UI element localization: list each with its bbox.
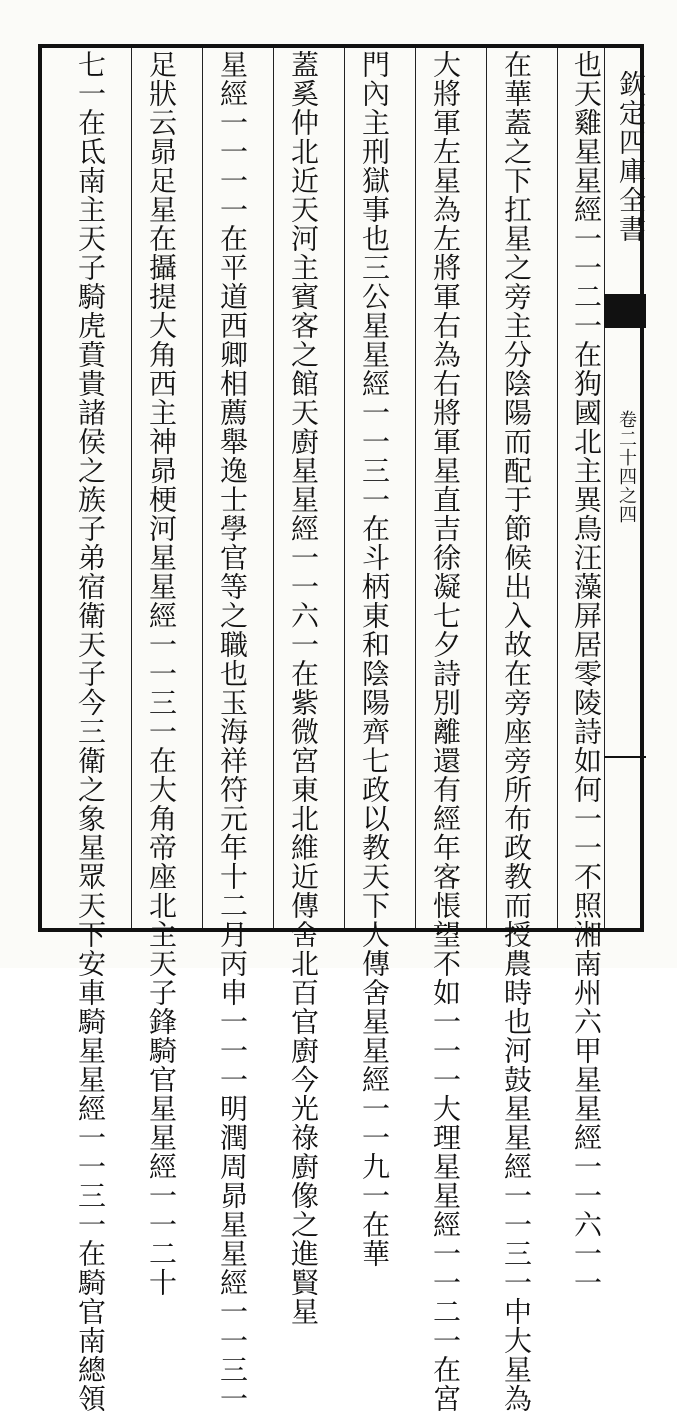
text-column-2: 在華蓋之下扛星之旁主分陰陽而配于節候出入故在旁座旁所布政教而授農時也河鼓星星經一一三一中大星為	[500, 50, 533, 1413]
page-frame	[38, 44, 644, 932]
column-rule	[415, 48, 416, 928]
column-rule	[273, 48, 274, 928]
text-column-4: 門內主刑獄事也三公星星經一一三一在斗柄東和陰陽齊七政以教天下人傳舍星星經一一九一在華	[358, 50, 391, 1268]
column-rule	[131, 48, 132, 928]
column-rule	[202, 48, 203, 928]
book-title: 欽定四庫全書	[614, 70, 645, 244]
text-column-6: 星經一一一一在平道西卿相薦舉逸士學官等之職也玉海祥符元年十二月丙申一一一明潤周昴星星經一一三一	[216, 50, 249, 1413]
column-rule	[557, 48, 558, 928]
text-column-3: 大將軍左星為左將軍右為右將軍星直吉徐凝七夕詩別離還有經年客悵望不如一一一大理星星經一一二一在宮	[429, 50, 462, 1413]
text-column-8: 七一在氐南主天子騎虎賁貴諸侯之族子弟宿衛天子今三衛之象星眾天下安車騎星星經一一三一在騎官南總領	[74, 50, 107, 1413]
text-column-5: 蓋奚仲北近天河主賓客之館天廚星星經一一六一在紫微宮東北維近傳舍北百官廚今光祿廚像之進賢星	[287, 50, 320, 1326]
column-rule	[344, 48, 345, 928]
text-column-7: 足狀云昴足星在攝提大角西主神昴梗河星星經一一三一在大角帝座北主天子鋒騎官星星經一一二十	[145, 50, 178, 1297]
column-rule	[486, 48, 487, 928]
text-column-1: 也天雞星星經一一二一在狗國北主異鳥汪藻屏居零陵詩如何一一不照湘南州六甲星星經一一六一一	[570, 50, 603, 1297]
volume-label: 卷二十四之四	[616, 410, 637, 524]
